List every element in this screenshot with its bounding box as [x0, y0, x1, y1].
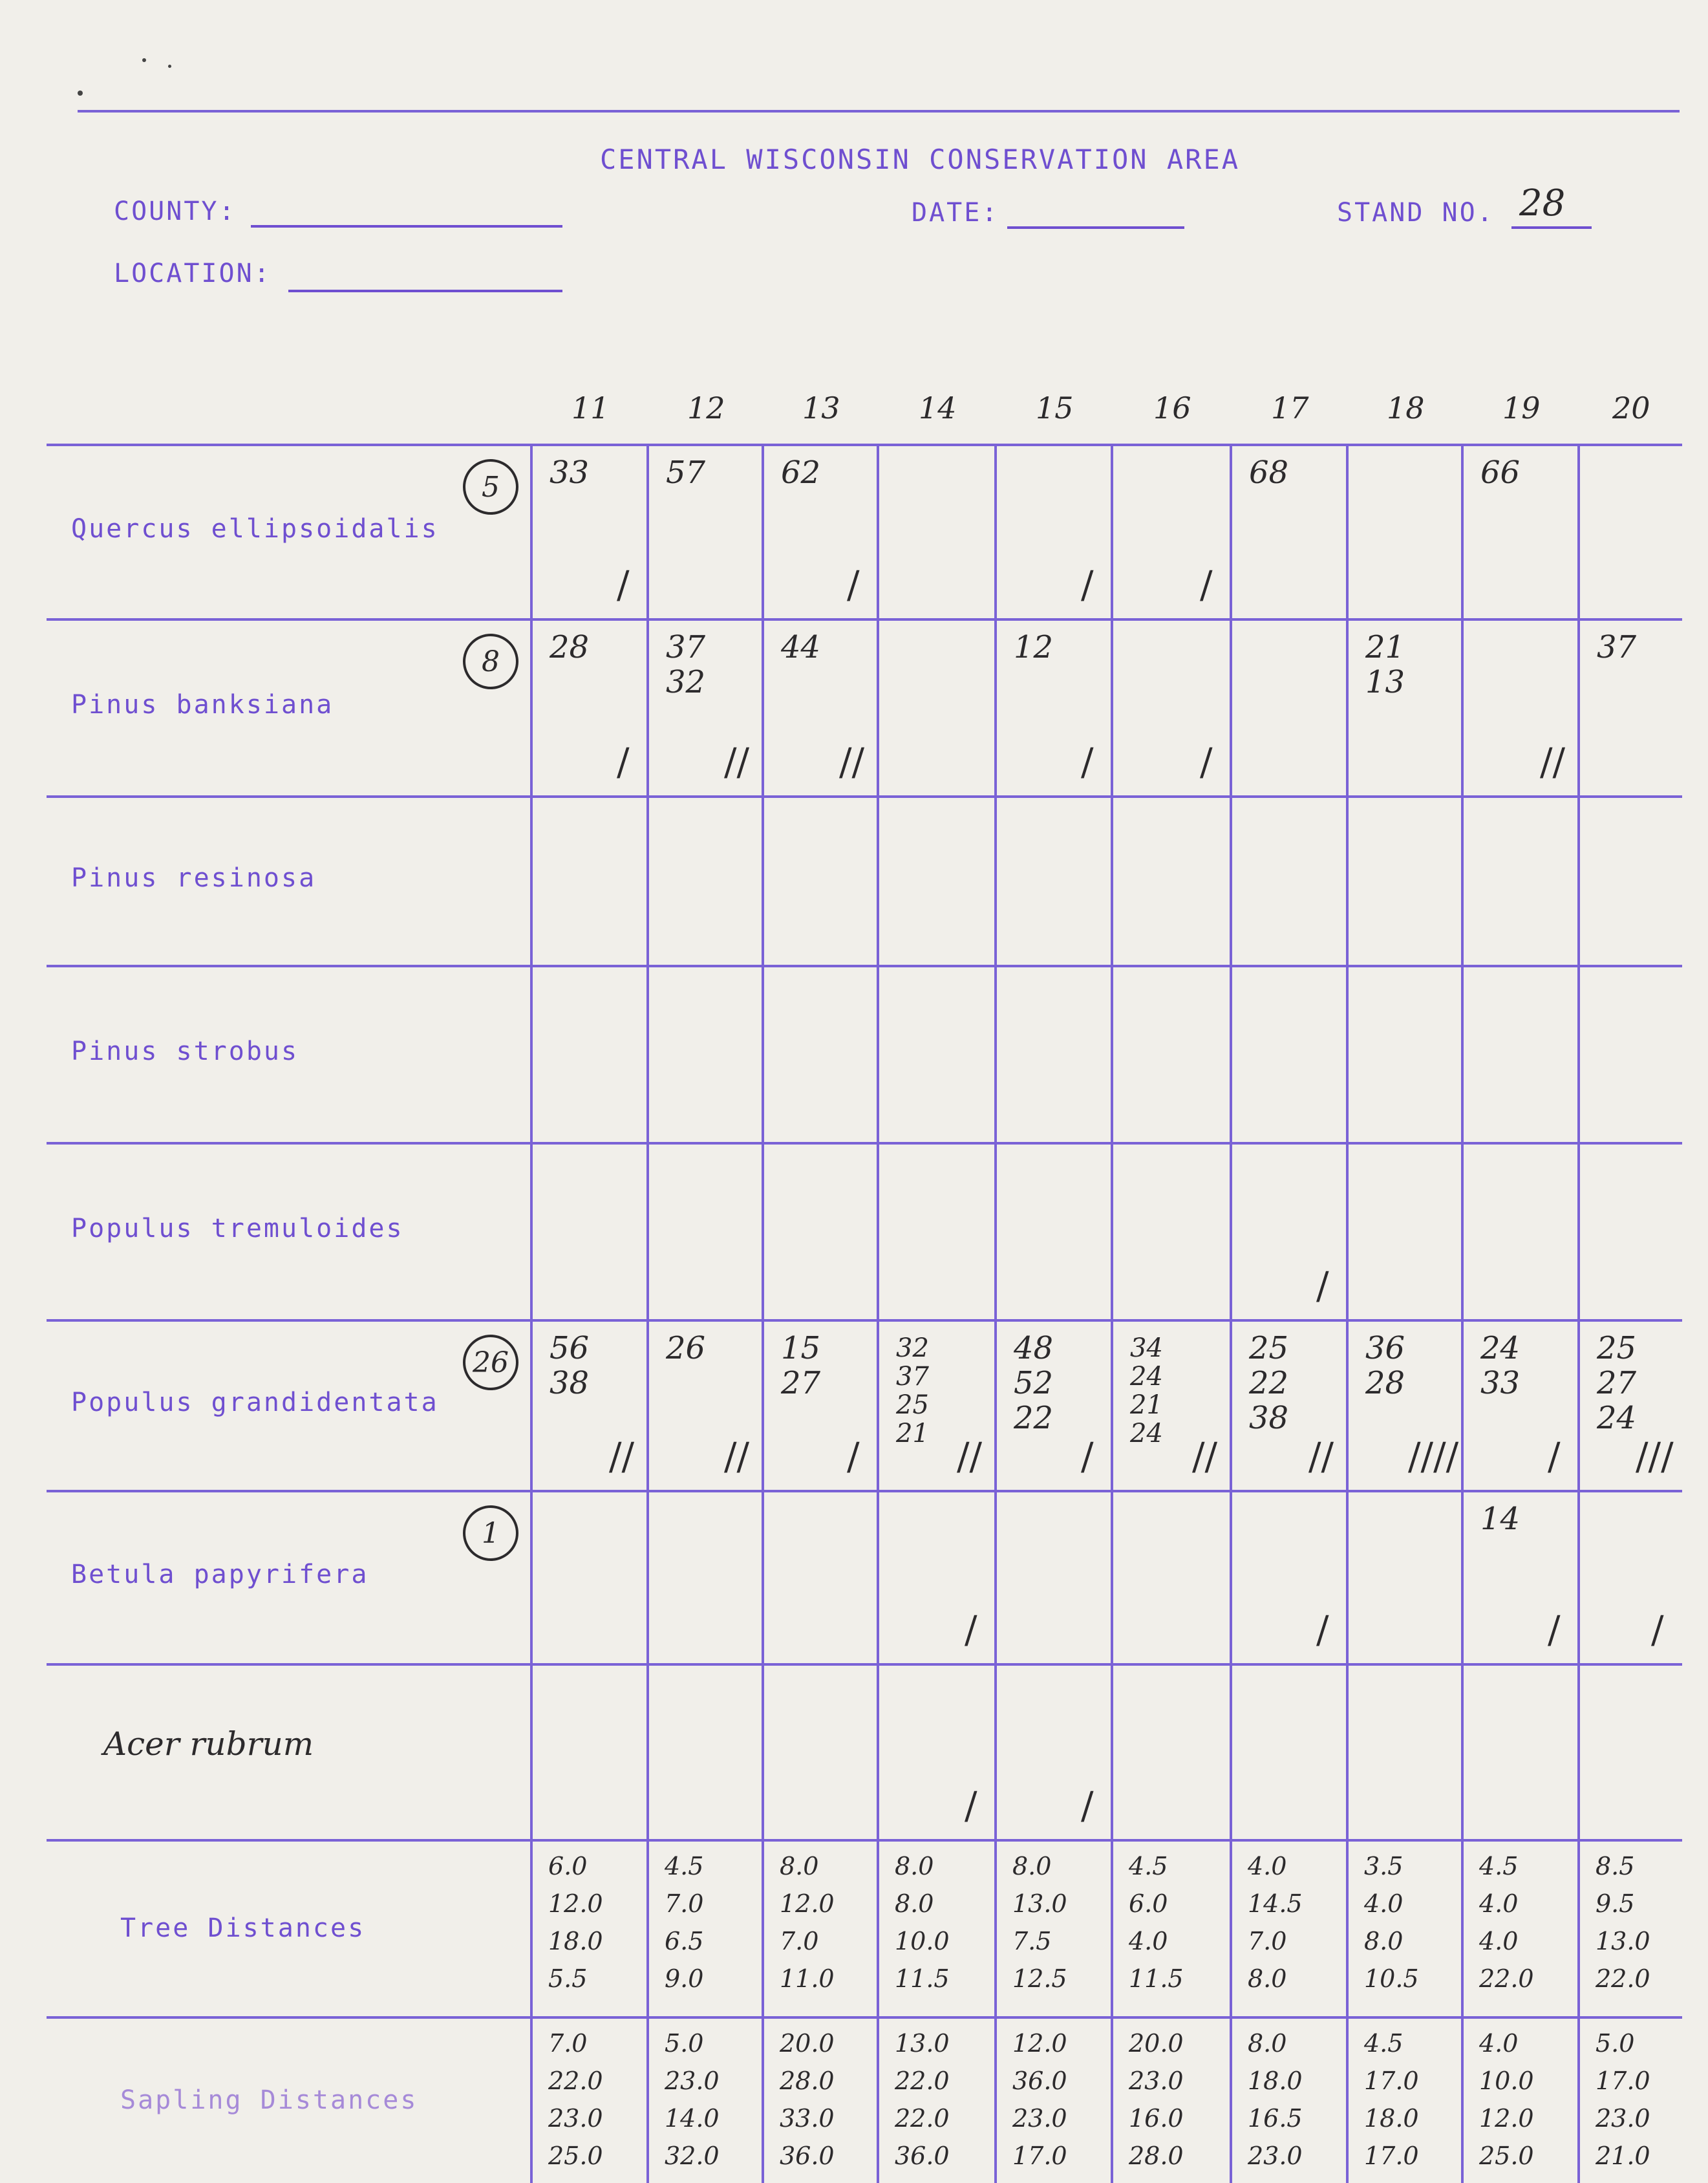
tree-distance-value: 7.0	[780, 1927, 819, 1955]
sapling-distance-value: 28.0	[1129, 2142, 1184, 2170]
tally-mark: /	[1081, 563, 1094, 607]
row-rule	[47, 1319, 1682, 1322]
tree-distance-value: 7.5	[1012, 1927, 1052, 1955]
sapling-distance-value: 32.0	[665, 2142, 720, 2170]
column-rule	[1577, 444, 1580, 2183]
sapling-distance-value: 20.0	[780, 2029, 835, 2058]
diameter-value: 21	[1130, 1390, 1163, 1420]
column-number: 19	[1502, 391, 1541, 425]
tally-mark: /	[965, 1608, 977, 1651]
sapling-distance-value: 23.0	[1012, 2104, 1067, 2133]
row-rule	[47, 795, 1682, 798]
column-number: 13	[802, 391, 840, 425]
tally-mark: //	[839, 740, 865, 784]
sapling-distance-value: 36.0	[895, 2142, 950, 2170]
tree-distance-value: 11.5	[895, 1964, 950, 1993]
tree-distance-value: 10.5	[1364, 1964, 1419, 1993]
diameter-value: 66	[1480, 455, 1521, 491]
tree-distance-value: 18.0	[548, 1927, 603, 1955]
diameter-value: 28	[1365, 1365, 1405, 1401]
row-rule	[47, 618, 1682, 621]
sapling-distance-value: 13.0	[895, 2029, 950, 2058]
tree-distance-value: 7.0	[1248, 1927, 1287, 1955]
diameter-value: 27	[781, 1365, 821, 1401]
column-number: 17	[1271, 391, 1309, 425]
tally-mark: /	[1081, 1434, 1094, 1478]
tree-distance-value: 8.0	[1364, 1927, 1404, 1955]
tally-mark: //	[724, 1434, 750, 1478]
diameter-value: 37	[896, 1362, 929, 1392]
sapling-distance-value: 18.0	[1364, 2104, 1419, 2133]
tree-distance-value: 4.0	[1364, 1889, 1404, 1918]
tally-mark: ///	[1636, 1434, 1674, 1478]
location-label: LOCATION:	[114, 259, 272, 288]
tally-mark: ////	[1408, 1434, 1459, 1478]
diameter-value: 62	[781, 455, 821, 491]
tree-distance-value: 10.0	[895, 1927, 950, 1955]
column-number: 15	[1036, 391, 1074, 425]
sapling-distance-value: 4.5	[1364, 2029, 1404, 2058]
sapling-distance-value: 21.0	[1596, 2142, 1650, 2170]
sapling-distance-value: 22.0	[548, 2067, 603, 2095]
row-rule	[47, 1142, 1682, 1145]
tree-distance-value: 12.0	[548, 1889, 603, 1918]
diameter-value: 38	[1249, 1400, 1289, 1436]
species-name: Betula papyrifera	[71, 1560, 369, 1589]
form-title: CENTRAL WISCONSIN CONSERVATION AREA	[600, 144, 1241, 175]
species-total-circled: 1	[463, 1505, 518, 1561]
column-rule	[646, 444, 649, 2183]
sapling-distance-value: 17.0	[1364, 2142, 1419, 2170]
diameter-value: 37	[1597, 629, 1637, 665]
date-label: DATE:	[912, 198, 999, 228]
column-rule	[1111, 444, 1113, 2183]
column-rule	[1346, 444, 1349, 2183]
species-name: Populus grandidentata	[71, 1388, 439, 1417]
diameter-value: 57	[666, 455, 706, 491]
tally-mark: /	[1081, 1783, 1094, 1827]
sapling-distance-value: 8.0	[1248, 2029, 1287, 2058]
tally-mark: //	[957, 1434, 983, 1478]
diameter-value: 34	[1130, 1333, 1163, 1363]
diameter-value: 27	[1597, 1365, 1637, 1401]
column-number: 20	[1612, 391, 1650, 425]
diameter-value: 36	[1365, 1330, 1405, 1366]
species-name: Acer rubrum	[103, 1725, 314, 1763]
diameter-value: 24	[1130, 1419, 1163, 1448]
row-rule	[47, 444, 1682, 446]
tally-mark: //	[1540, 740, 1566, 784]
tree-distance-value: 9.0	[665, 1964, 704, 1993]
column-number: 12	[687, 391, 725, 425]
diameter-value: 21	[1365, 629, 1405, 665]
tree-distance-value: 9.5	[1596, 1889, 1635, 1918]
diameter-value: 25	[896, 1390, 929, 1420]
species-name: Pinus banksiana	[71, 690, 334, 720]
sapling-distance-value: 23.0	[1596, 2104, 1650, 2133]
tally-mark: /	[1081, 740, 1094, 784]
tally-mark: //	[724, 740, 750, 784]
row-rule	[47, 1490, 1682, 1492]
row-rule	[47, 1663, 1682, 1666]
tree-distance-value: 8.0	[895, 1852, 934, 1880]
column-number: 16	[1153, 391, 1191, 425]
column-rule	[877, 444, 879, 2183]
species-total-circled: 26	[463, 1335, 518, 1390]
tree-distance-value: 8.5	[1596, 1852, 1635, 1880]
sapling-distance-value: 17.0	[1596, 2067, 1650, 2095]
tree-distance-value: 4.0	[1248, 1852, 1287, 1880]
tally-mark: /	[1548, 1434, 1561, 1478]
diameter-value: 38	[550, 1365, 590, 1401]
tree-distance-value: 22.0	[1596, 1964, 1650, 1993]
column-number: 14	[919, 391, 957, 425]
diameter-value: 32	[666, 664, 706, 700]
paper-speck	[168, 65, 171, 68]
species-name: Quercus ellipsoidalis	[71, 514, 439, 544]
sapling-distance-value: 22.0	[895, 2067, 950, 2095]
tally-mark: /	[1200, 740, 1213, 784]
diameter-value: 22	[1249, 1365, 1289, 1401]
column-rule	[1230, 444, 1232, 2183]
tally-mark: /	[847, 563, 860, 607]
paper-speck	[78, 91, 83, 96]
tally-mark: /	[1316, 1608, 1329, 1651]
tree-distance-value: 22.0	[1479, 1964, 1534, 1993]
sapling-distance-value: 25.0	[548, 2142, 603, 2170]
tree-distance-value: 8.0	[780, 1852, 819, 1880]
diameter-value: 24	[1130, 1362, 1163, 1392]
sapling-distance-value: 22.0	[895, 2104, 950, 2133]
tree-distance-value: 7.0	[665, 1889, 704, 1918]
tally-mark: //	[1192, 1434, 1218, 1478]
column-rule	[762, 444, 764, 2183]
column-number: 18	[1387, 391, 1425, 425]
tally-mark: //	[609, 1434, 635, 1478]
sapling-distance-value: 10.0	[1479, 2067, 1534, 2095]
diameter-value: 15	[781, 1330, 821, 1366]
tally-mark: /	[1200, 563, 1213, 607]
species-name: Pinus resinosa	[71, 863, 317, 893]
stand-line	[1511, 226, 1592, 229]
sapling-distance-value: 23.0	[548, 2104, 603, 2133]
sapling-distance-value: 12.0	[1479, 2104, 1534, 2133]
diameter-value: 68	[1249, 455, 1289, 491]
column-number: 11	[571, 391, 610, 425]
tree-distance-value: 4.5	[1479, 1852, 1519, 1880]
tree-distance-value: 4.5	[1129, 1852, 1168, 1880]
species-name: Populus tremuloides	[71, 1214, 404, 1243]
diameter-value: 33	[1480, 1365, 1521, 1401]
sapling-distance-value: 16.0	[1129, 2104, 1184, 2133]
sapling-distance-value: 23.0	[665, 2067, 720, 2095]
diameter-value: 32	[896, 1333, 929, 1363]
column-rule	[1461, 444, 1464, 2183]
diameter-value: 25	[1597, 1330, 1637, 1366]
diameter-value: 52	[1014, 1365, 1054, 1401]
sapling-distance-value: 5.0	[1596, 2029, 1635, 2058]
sapling-distance-value: 14.0	[665, 2104, 720, 2133]
diameter-value: 33	[550, 455, 590, 491]
diameter-value: 26	[666, 1330, 706, 1366]
diameter-value: 13	[1365, 664, 1405, 700]
tree-distance-value: 4.0	[1479, 1889, 1519, 1918]
tree-distance-value: 4.0	[1479, 1927, 1519, 1955]
diameter-value: 24	[1597, 1400, 1637, 1436]
row-rule	[47, 965, 1682, 967]
row-rule	[47, 1839, 1682, 1842]
tree-distance-value: 4.0	[1129, 1927, 1168, 1955]
diameter-value: 28	[550, 629, 590, 665]
diameter-value: 12	[1014, 629, 1054, 665]
species-name: Pinus strobus	[71, 1037, 299, 1066]
tree-distances-label: Tree Distances	[120, 1913, 366, 1943]
tally-mark: /	[1651, 1608, 1664, 1651]
sapling-distance-value: 7.0	[548, 2029, 588, 2058]
diameter-value: 25	[1249, 1330, 1289, 1366]
tree-distance-value: 3.5	[1364, 1852, 1404, 1880]
tree-distance-value: 14.5	[1248, 1889, 1303, 1918]
sapling-distance-value: 33.0	[780, 2104, 835, 2133]
sapling-distance-value: 5.0	[665, 2029, 704, 2058]
tally-mark: /	[847, 1434, 860, 1478]
diameter-value: 56	[550, 1330, 590, 1366]
sapling-distance-value: 17.0	[1364, 2067, 1419, 2095]
sapling-distances-label: Sapling Distances	[120, 2085, 418, 2115]
diameter-value: 44	[781, 629, 821, 665]
location-line	[288, 290, 562, 292]
tally-mark: /	[1548, 1608, 1561, 1651]
sapling-distance-value: 25.0	[1479, 2142, 1534, 2170]
sapling-distance-value: 36.0	[1012, 2067, 1067, 2095]
diameter-value: 22	[1014, 1400, 1054, 1436]
sapling-distance-value: 36.0	[780, 2142, 835, 2170]
tally-mark: /	[617, 563, 630, 607]
tally-mark: //	[1308, 1434, 1334, 1478]
column-rule	[530, 444, 533, 2183]
tree-distance-value: 12.5	[1012, 1964, 1067, 1993]
county-line	[251, 225, 562, 228]
diameter-value: 14	[1480, 1501, 1521, 1537]
tree-distance-value: 8.0	[895, 1889, 934, 1918]
stand-label: STAND NO.	[1337, 198, 1495, 228]
tree-distance-value: 8.0	[1012, 1852, 1052, 1880]
sapling-distance-value: 23.0	[1248, 2142, 1303, 2170]
sapling-distance-value: 17.0	[1012, 2142, 1067, 2170]
tree-distance-value: 6.5	[665, 1927, 704, 1955]
tree-distance-value: 6.0	[1129, 1889, 1168, 1918]
tree-distance-value: 8.0	[1248, 1964, 1287, 1993]
tally-mark: /	[1316, 1264, 1329, 1307]
row-rule	[47, 2016, 1682, 2019]
diameter-value: 48	[1014, 1330, 1054, 1366]
sapling-distance-value: 18.0	[1248, 2067, 1303, 2095]
tree-distance-value: 11.5	[1129, 1964, 1184, 1993]
tally-mark: /	[617, 740, 630, 784]
diameter-value: 21	[896, 1419, 929, 1448]
tally-mark: /	[965, 1783, 977, 1827]
species-total-circled: 5	[463, 459, 518, 515]
sapling-distance-value: 20.0	[1129, 2029, 1184, 2058]
diameter-value: 37	[666, 629, 706, 665]
diameter-value: 24	[1480, 1330, 1521, 1366]
county-label: COUNTY:	[114, 197, 237, 226]
tree-distance-value: 13.0	[1596, 1927, 1650, 1955]
column-rule	[994, 444, 997, 2183]
sapling-distance-value: 12.0	[1012, 2029, 1067, 2058]
sapling-distance-value: 28.0	[780, 2067, 835, 2095]
tree-distance-value: 13.0	[1012, 1889, 1067, 1918]
sapling-distance-value: 4.0	[1479, 2029, 1519, 2058]
tree-distance-value: 4.5	[665, 1852, 704, 1880]
sapling-distance-value: 16.5	[1248, 2104, 1303, 2133]
species-total-circled: 8	[463, 634, 518, 689]
stand-number: 28	[1519, 182, 1566, 224]
sapling-distance-value: 23.0	[1129, 2067, 1184, 2095]
paper-speck	[142, 58, 146, 62]
tree-distance-value: 5.5	[548, 1964, 588, 1993]
tree-distance-value: 11.0	[780, 1964, 835, 1993]
date-line	[1007, 226, 1184, 229]
tree-distance-value: 12.0	[780, 1889, 835, 1918]
top-rule	[78, 110, 1680, 113]
tree-distance-value: 6.0	[548, 1852, 588, 1880]
